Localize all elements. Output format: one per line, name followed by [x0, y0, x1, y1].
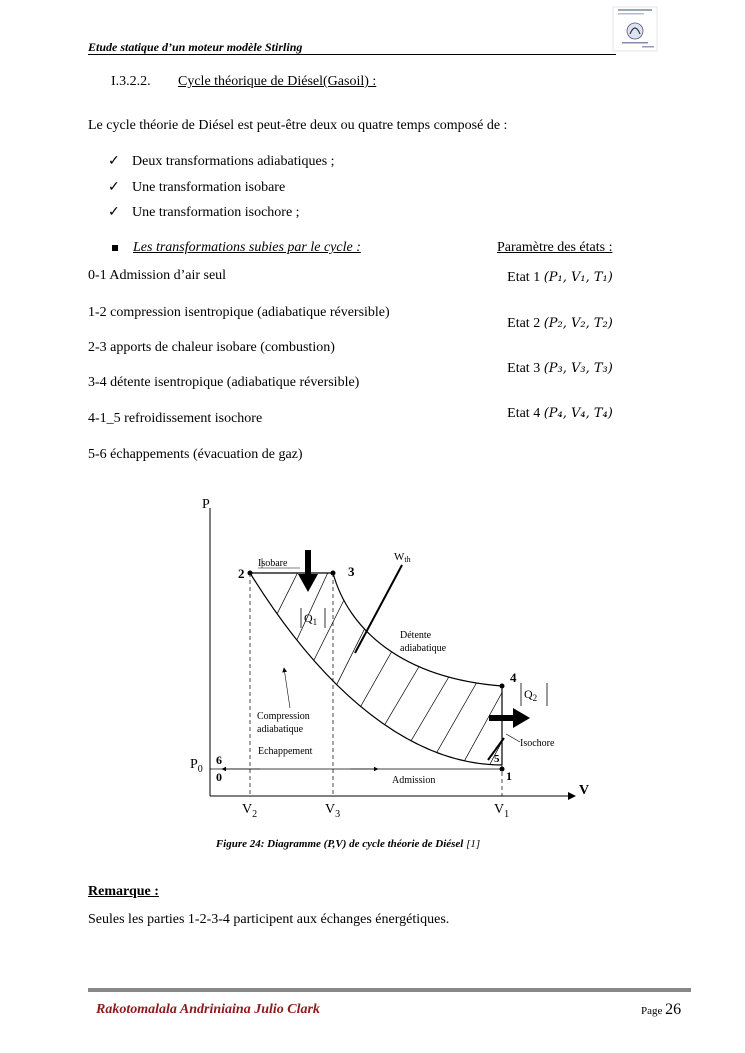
- compression-label: Compression: [257, 711, 310, 722]
- checklist-item: ✓ Une transformation isobare: [108, 180, 286, 195]
- point-3: [331, 571, 336, 576]
- q1-label: $Q_1$: [304, 611, 318, 627]
- transformation-item: 4-1_5 refroidissement isochore: [88, 411, 263, 426]
- check-icon: ✓: [108, 154, 120, 169]
- figure-caption: Figure 24: Diagramme (P,V) de cycle théorie de Diésel [1]: [215, 838, 481, 850]
- section-number: I.3.2.2.: [111, 74, 151, 89]
- wth-indicator: [355, 565, 402, 653]
- state-item: Etat 3 (P₃, V₃, T₃): [507, 361, 613, 376]
- check-icon: ✓: [108, 180, 120, 195]
- wth-label: Wth: [394, 551, 411, 564]
- footer-author: Rakotomalala Andriniaina Julio Clark: [96, 1002, 320, 1017]
- q1-arrowhead-icon: [298, 574, 318, 592]
- transformation-item: 1-2 compression isentropique (adiabatique réversible): [88, 305, 390, 320]
- point-label-5: 5: [494, 753, 500, 765]
- admission-label: Admission: [392, 775, 436, 786]
- v-axis-label: V: [579, 783, 590, 798]
- v1-label: $V_1$: [494, 802, 510, 820]
- q1-arrow-icon: [305, 550, 311, 576]
- compression-label-2: adiabatique: [257, 724, 304, 735]
- state-item: Etat 4 (P₄, V₄, T₄): [507, 406, 613, 421]
- remark-title: Remarque :: [88, 884, 159, 899]
- point-label-6: 6: [216, 753, 222, 767]
- transformation-item: 2-3 apports de chaleur isobare (combustion): [88, 340, 335, 355]
- echappement-label: Echappement: [258, 746, 313, 757]
- checklist-item: ✓ Deux transformations adiabatiques ;: [108, 154, 335, 169]
- state-item: Etat 1 (P₁, V₁, T₁): [507, 270, 613, 285]
- header-title: Etude statique d’un moteur modèle Stirling: [88, 40, 303, 54]
- q2-label: $Q_2$: [524, 687, 538, 703]
- states-heading: Paramètre des états :: [497, 240, 613, 255]
- point-label-4: 4: [510, 670, 517, 685]
- transformations-heading: Les transformations subies par le cycle :: [133, 240, 361, 255]
- detente-label-2: adiabatique: [400, 643, 447, 654]
- point-label-0: 0: [216, 770, 222, 784]
- v3-label: $V_3$: [325, 802, 341, 820]
- remark-text: Seules les parties 1-2-3-4 participent aux échanges énergétiques.: [88, 912, 450, 927]
- header-rule: [88, 54, 616, 55]
- checklist-item: ✓ Une transformation isochore ;: [108, 205, 300, 220]
- state-item: Etat 2 (P₂, V₂, T₂): [507, 316, 613, 331]
- isochore-label: Isochore: [520, 738, 555, 749]
- isobare-label: Isobare: [258, 558, 288, 569]
- compression-curve: [250, 573, 502, 765]
- p0-label: $P_0$: [190, 757, 203, 775]
- point-2: [248, 571, 253, 576]
- point-1: [500, 767, 505, 772]
- point-4: [500, 684, 505, 689]
- transformation-item: 5-6 échappements (évacuation de gaz): [88, 447, 303, 462]
- check-icon: ✓: [108, 205, 120, 220]
- detente-label: Détente: [400, 630, 432, 641]
- q2-arrowhead-icon: [513, 708, 530, 728]
- point-label-3: 3: [348, 564, 355, 579]
- p-axis-label: P: [202, 497, 210, 512]
- university-logo-icon: [612, 6, 658, 52]
- pv-diagram: [180, 488, 600, 828]
- intro-paragraph: Le cycle théorie de Diésel est peut-être deux ou quatre temps composé de :: [88, 118, 508, 133]
- page-number: Page 26: [641, 1001, 682, 1018]
- footer-rule: [88, 988, 691, 992]
- point-label-2: 2: [238, 566, 245, 581]
- transformation-item: 3-4 détente isentropique (adiabatique réversible): [88, 375, 360, 390]
- section-title: Cycle théorique de Diésel(Gasoil) :: [178, 74, 377, 89]
- point-label-1: 1: [506, 769, 512, 783]
- transformation-item: 0-1 Admission d’air seul: [88, 268, 227, 283]
- v2-label: $V_2$: [242, 802, 258, 820]
- q2-arrow-icon: [489, 715, 515, 721]
- square-bullet-icon: [112, 245, 118, 251]
